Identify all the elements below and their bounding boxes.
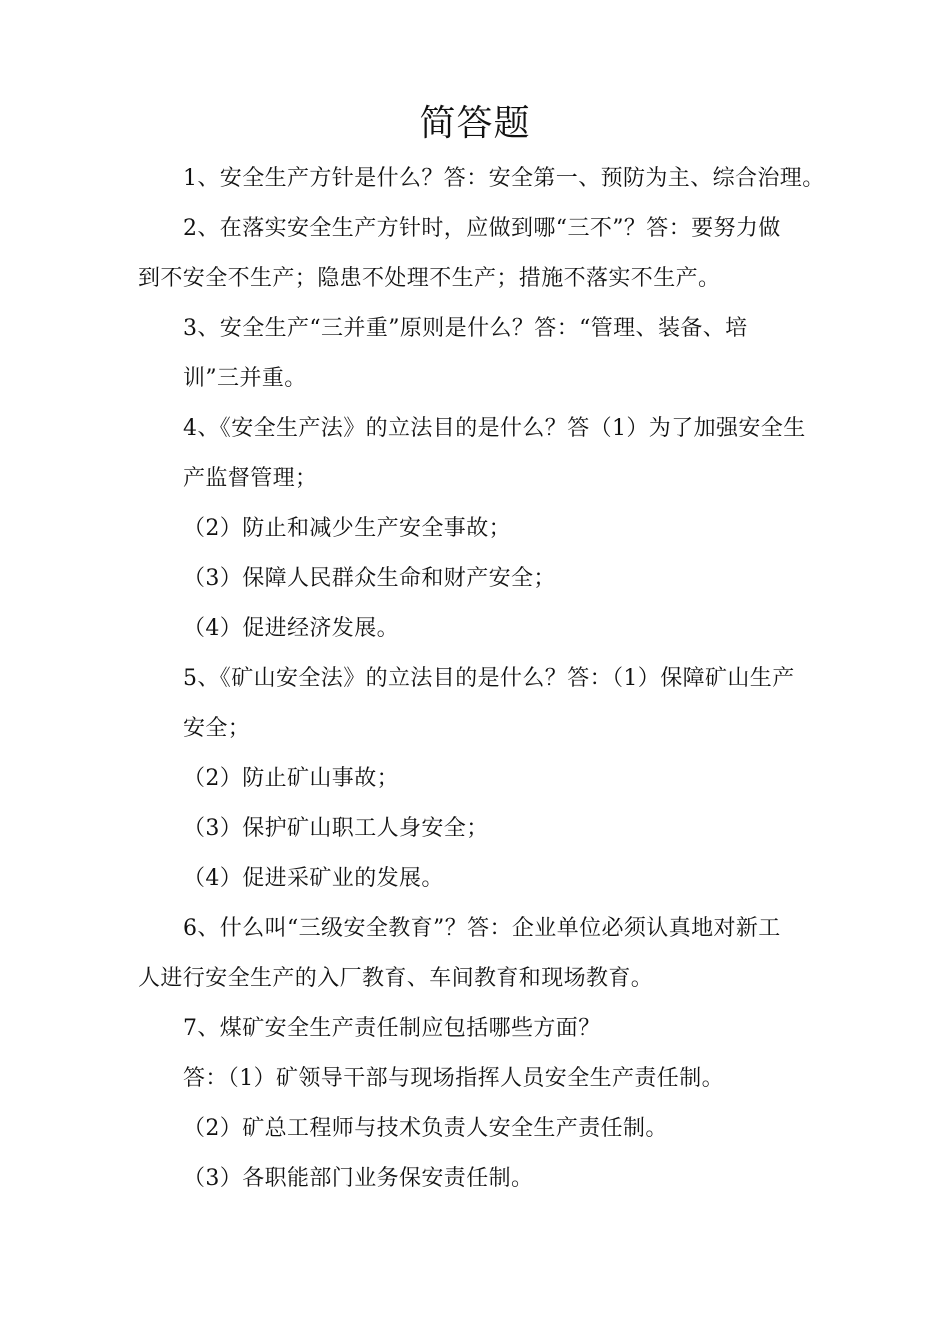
text-line: 答：（1）矿领导干部与现场指挥人员安全生产责任制。 — [183, 1066, 724, 1091]
text-line: 4、《安全生产法》的立法目的是什么？答（1）为了加强安全生 — [183, 416, 806, 441]
text-line: 人进行安全生产的入厂教育、车间教育和现场教育。 — [138, 966, 654, 991]
text-line: （2）防止矿山事故； — [183, 766, 399, 791]
text-line: （2）矿总工程师与技术负责人安全生产责任制。 — [183, 1116, 668, 1141]
page-title: 简答题 — [419, 103, 531, 144]
text-line: 安全； — [183, 716, 251, 741]
text-line: （3）保障人民群众生命和财产安全； — [183, 566, 556, 591]
text-line: （3）各职能部门业务保安责任制。 — [183, 1166, 534, 1191]
text-line: 6、什么叫“三级安全教育”？答：企业单位必须认真地对新工 — [183, 916, 781, 941]
text-line: 产监督管理； — [183, 466, 318, 491]
text-line: 5、《矿山安全法》的立法目的是什么？答：（1）保障矿山生产 — [183, 666, 795, 691]
text-line: （4）促进经济发展。 — [183, 616, 399, 641]
text-line: （2）防止和减少生产安全事故； — [183, 516, 511, 541]
text-line: 到不安全不生产；隐患不处理不生产；措施不落实不生产。 — [138, 266, 721, 291]
text-line: （4）促进采矿业的发展。 — [183, 866, 444, 891]
text-line: 3、安全生产“三并重”原则是什么？答：“管理、装备、培 — [183, 316, 748, 341]
text-line: 2、在落实安全生产方针时，应做到哪“三不”？答：要努力做 — [183, 216, 781, 241]
text-line: 7、煤矿安全生产责任制应包括哪些方面？ — [183, 1016, 601, 1041]
text-line: 1、安全生产方针是什么？答：安全第一、预防为主、综合治理。 — [183, 166, 825, 191]
text-line: （3）保护矿山职工人身安全； — [183, 816, 489, 841]
text-line: 训”三并重。 — [183, 366, 307, 391]
